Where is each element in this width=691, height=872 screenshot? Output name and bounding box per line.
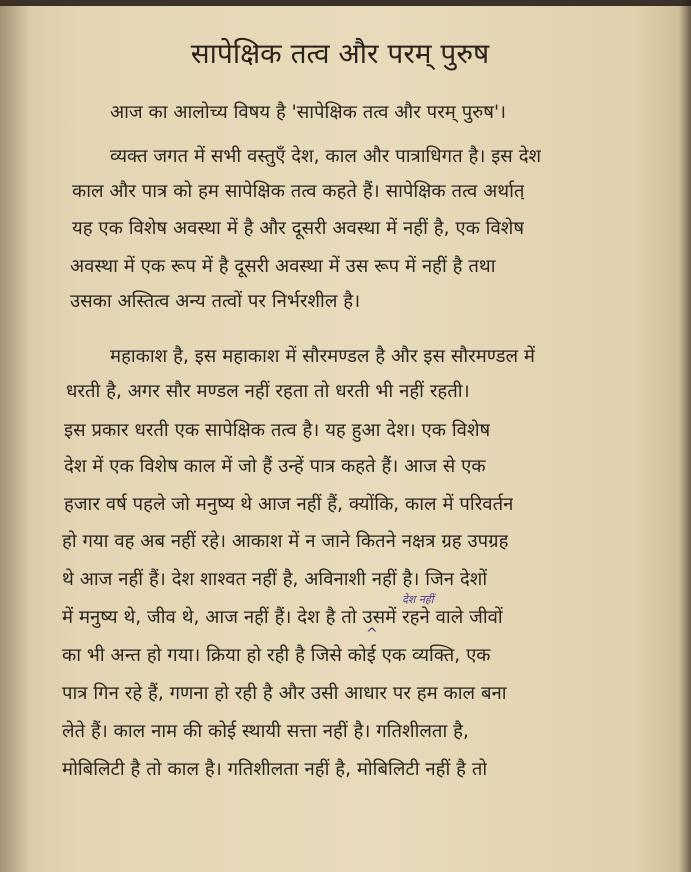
para1-line-4: यह एक विशेष अवस्था में है और दूसरी अवस्था में नहीं है, एक विशेष [72,218,525,239]
para2-line-10: पात्र गिन रहे हैं, गणना हो रही है और उसी आधार पर हम काल बना [62,683,507,704]
para1-line-1: आज का आलोच्य विषय है 'सापेक्षिक तत्व और परम् पुरुष'। [110,102,507,123]
para2-line-9: का भी अन्त हो गया। क्रिया हो रही है जिसे कोई एक व्यक्ति, एक [62,645,491,666]
para2-line-2: धरती है, अगर सौर मण्डल नहीं रहता तो धरती भी नहीं रहती। [66,381,470,402]
para2-line-5: हजार वर्ष पहले जो मनुष्य थे आज नहीं हैं, क्योंकि, काल में परिवर्तन [64,494,514,515]
page-edge-shadow [679,0,691,872]
para2-line-11: लेते हैं। काल नाम की कोई स्थायी सत्ता नहीं है। गतिशीलता है, [62,721,469,742]
page-gutter-shadow [0,0,30,872]
para2-line-8: में मनुष्य थे, जीव थे, आज नहीं हैं। देश है तो उसमें रहने वाले जीवों [62,607,503,628]
para2-line-7: थे आज नहीं हैं। देश शाश्वत नहीं है, अविनाशी नहीं है। जिन देशों [62,569,488,590]
para2-line-3: इस प्रकार धरती एक सापेक्षिक तत्व है। यह हुआ देश। एक विशेष [64,420,491,441]
para2-line-12: मोबिलिटी है तो काल है। गतिशीलता नहीं है, मोबिलिटी नहीं है तो [62,759,488,780]
para2-line-6: हो गया वह अब नहीं रहे। आकाश में न जाने कितने नक्षत्र ग्रह उपग्रह [62,531,509,552]
para1-line-2: व्यक्त जगत में सभी वस्तुएँ देश, काल और पात्राधिगत है। इस देश [110,146,542,167]
insertion-caret-mark: ^ [366,626,378,642]
para1-line-5: अवस्था में एक रूप में है दूसरी अवस्था में उस रूप में नहीं है तथा [70,256,496,277]
page-top-edge [0,0,691,6]
para1-line-3: काल और पात्र को हम सापेक्षिक तत्व कहते हैं। सापेक्षिक तत्व अर्थात् [72,181,525,202]
handwritten-annotation: देश नहीं [402,593,434,606]
para2-line-4: देश में एक विशेष काल में जो हैं उन्हें पात्र कहते हैं। आज से एक [64,456,486,477]
para1-line-6: उसका अस्तित्व अन्य तत्वों पर निर्भरशील है। [70,291,361,312]
chapter-title: सापेक्षिक तत्व और परम् पुरुष [190,37,490,70]
para2-line-1: महाकाश है, इस महाकाश में सौरमण्डल है और इस सौरमण्डल में [110,346,535,367]
